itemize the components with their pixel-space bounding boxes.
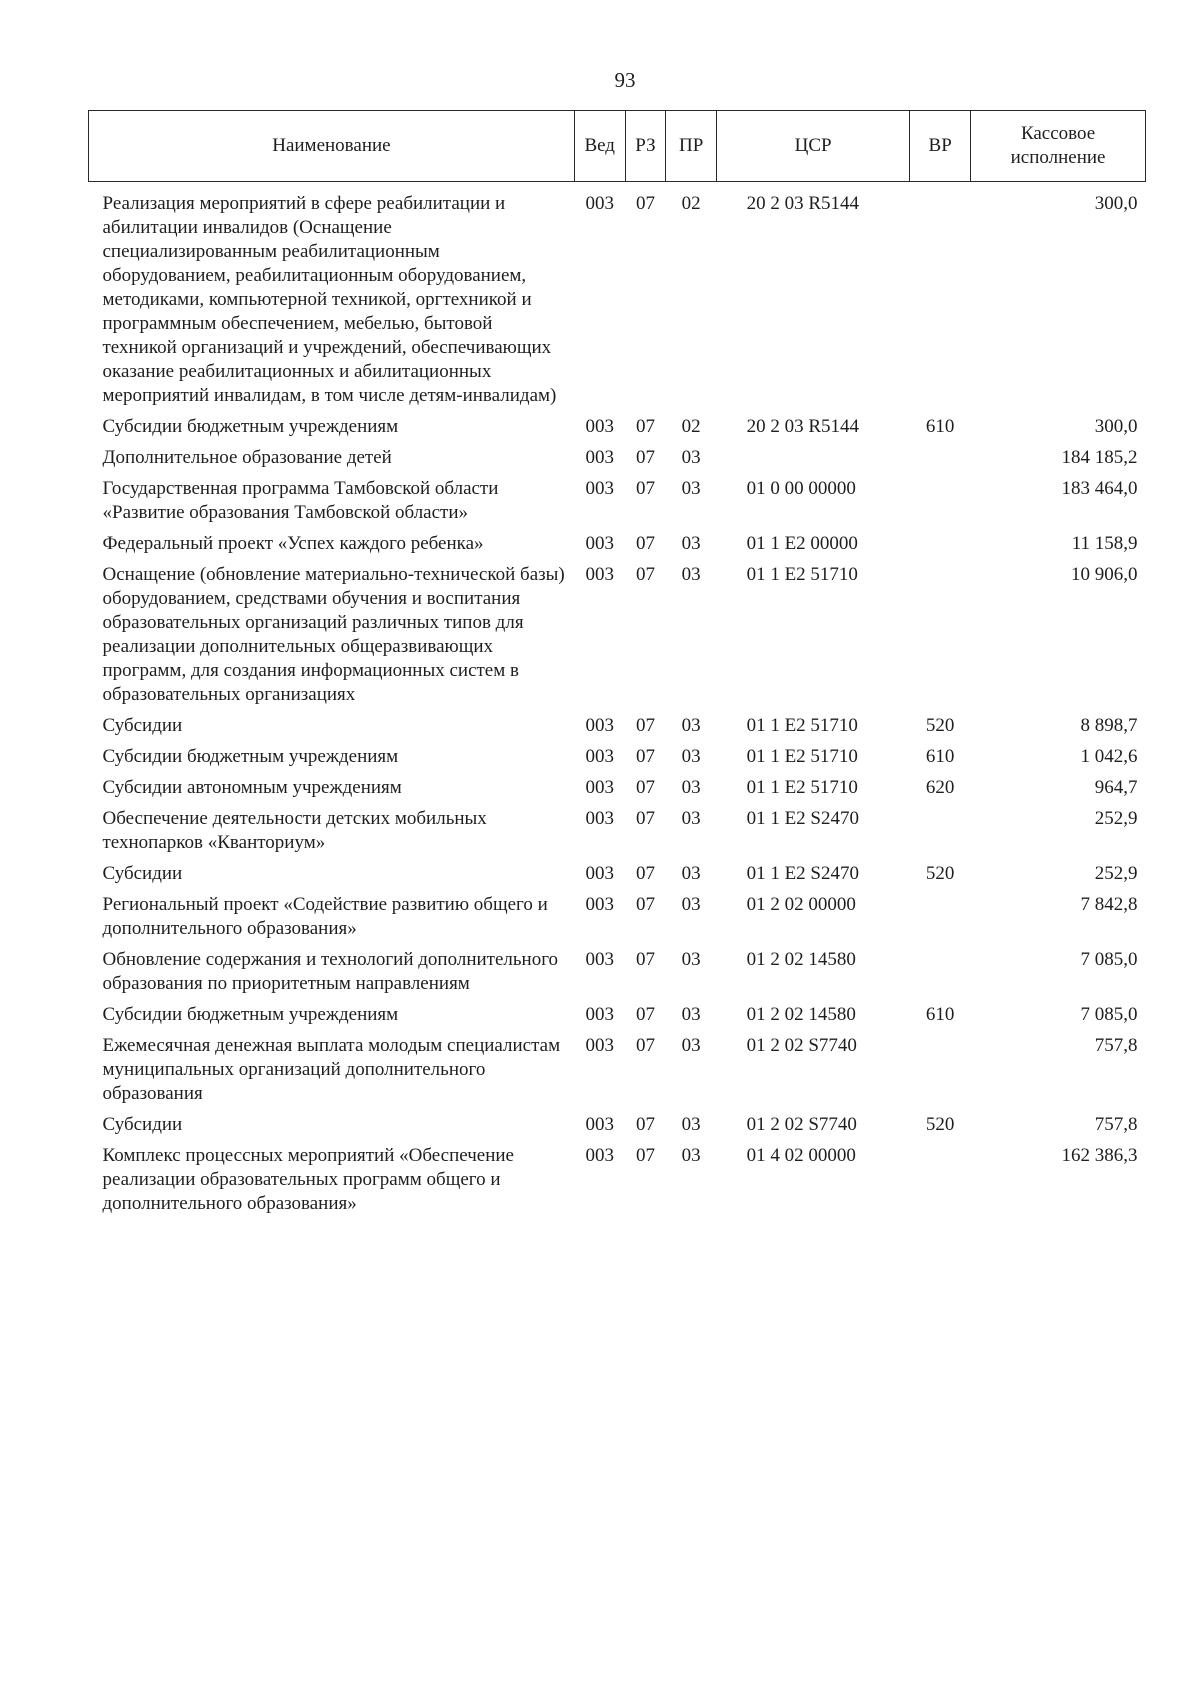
- cell-ved: 003: [585, 777, 614, 798]
- cell-vr: 620: [925, 777, 955, 798]
- cell-pr: 03: [681, 1145, 701, 1166]
- cell-name: Субсидии бюджетным учреждениям: [102, 416, 399, 437]
- header-vr: ВР: [910, 111, 971, 182]
- table-row: [89, 1030, 1146, 1109]
- table-row: [89, 944, 1146, 999]
- cell-rz: 07: [635, 715, 655, 736]
- header-sum-line1: Кассовое: [1020, 123, 1096, 144]
- cell-pr: 02: [681, 193, 701, 214]
- cell-name: Реализация мероприятий в сфере реабилитации и абилитации инвалидов (Оснащение специализированным реабилитационным оборудованием, реабилитационным оборудованием, методиками, компьютерной техникой, оргтехникой и программным обеспечением, мебелью, бытовой техникой организаций и учреждений, обеспечивающих оказание реабилитационных и абилитационных мероприятий инвалидам, в том числе детям-инвалидам): [102, 193, 557, 406]
- cell-rz: 07: [635, 894, 655, 915]
- cell-ved: 003: [585, 949, 614, 970]
- cell-vr: [910, 473, 971, 528]
- cell-pr: 03: [681, 564, 701, 585]
- cell-ved: 003: [585, 447, 614, 468]
- cell-ved: 003: [585, 894, 614, 915]
- cell-sum: 7 085,0: [1080, 949, 1138, 970]
- table-row: [89, 1140, 1146, 1219]
- table-row: [89, 1109, 1146, 1140]
- table-row: [89, 741, 1146, 772]
- cell-name: Субсидии бюджетным учреждениям: [102, 746, 399, 767]
- cell-rz: 07: [635, 416, 655, 437]
- table-row: [89, 473, 1146, 528]
- cell-sum: 300,0: [1094, 416, 1138, 437]
- cell-ved: 003: [585, 746, 614, 767]
- table-row: [89, 999, 1146, 1030]
- cell-ved: 003: [585, 863, 614, 884]
- table-row: [89, 858, 1146, 889]
- cell-vr: [910, 889, 971, 944]
- cell-csr: 20 2 03 R5144: [746, 193, 860, 214]
- cell-sum: 252,9: [1094, 808, 1138, 829]
- cell-vr: [910, 944, 971, 999]
- cell-rz: 07: [635, 777, 655, 798]
- table-row: [89, 710, 1146, 741]
- table-row: [89, 528, 1146, 559]
- cell-rz: 07: [635, 863, 655, 884]
- cell-vr: [910, 182, 971, 412]
- cell-name: Оснащение (обновление материально-технической базы) оборудованием, средствами обучения и воспитания образовательных организаций различных типов для реализации дополнительных общеразвивающих программ, для создания информационных систем в образовательных организациях: [102, 564, 565, 705]
- header-sum-line2: исполнение: [1010, 147, 1106, 168]
- cell-sum: 8 898,7: [1080, 715, 1138, 736]
- cell-sum: 162 386,3: [1061, 1145, 1138, 1166]
- cell-ved: 003: [585, 416, 614, 437]
- cell-csr: 01 1 E2 S2470: [746, 808, 860, 829]
- cell-ved: 003: [585, 193, 614, 214]
- cell-vr: 610: [925, 746, 955, 767]
- header-csr: ЦСР: [717, 111, 910, 182]
- cell-pr: 03: [681, 447, 701, 468]
- cell-sum: 10 906,0: [1071, 564, 1138, 585]
- table-row: [89, 559, 1146, 710]
- cell-sum: 757,8: [1094, 1114, 1138, 1135]
- table-row: [89, 803, 1146, 858]
- cell-ved: 003: [585, 1145, 614, 1166]
- cell-rz: 07: [635, 193, 655, 214]
- cell-rz: 07: [635, 808, 655, 829]
- cell-pr: 03: [681, 1035, 701, 1056]
- cell-name: Субсидии автономным учреждениям: [102, 777, 402, 798]
- cell-name: Субсидии: [102, 863, 183, 884]
- cell-pr: 03: [681, 808, 701, 829]
- cell-csr: 01 4 02 00000: [746, 1145, 856, 1166]
- cell-name: Ежемесячная денежная выплата молодым специалистам муниципальных организаций дополнительного образования: [102, 1035, 561, 1104]
- cell-pr: 03: [681, 777, 701, 798]
- cell-vr: [910, 803, 971, 858]
- cell-ved: 003: [585, 478, 614, 499]
- cell-name: Обеспечение деятельности детских мобильных технопарков «Кванториум»: [102, 808, 487, 853]
- table-row: [89, 772, 1146, 803]
- table-row: [89, 182, 1146, 412]
- header-sum: [971, 111, 1146, 182]
- cell-pr: 03: [681, 949, 701, 970]
- cell-vr: 610: [925, 1004, 955, 1025]
- table-row: [89, 442, 1146, 473]
- cell-csr: 01 2 02 14580: [746, 1004, 856, 1025]
- table-row: [89, 889, 1146, 944]
- cell-name: Комплекс процессных мероприятий «Обеспечение реализации образовательных программ общего и дополнительного образования»: [102, 1145, 514, 1214]
- cell-vr: [910, 528, 971, 559]
- cell-csr: 01 1 E2 S2470: [746, 863, 860, 884]
- cell-vr: 520: [925, 1114, 955, 1135]
- cell-sum: 184 185,2: [1061, 447, 1138, 468]
- cell-rz: 07: [635, 1114, 655, 1135]
- cell-csr: 01 1 E2 51710: [746, 564, 858, 585]
- header-pr: ПР: [666, 111, 717, 182]
- cell-rz: 07: [635, 564, 655, 585]
- cell-sum: 757,8: [1094, 1035, 1138, 1056]
- cell-sum: 1 042,6: [1080, 746, 1138, 767]
- cell-rz: 07: [635, 949, 655, 970]
- header-rz: РЗ: [625, 111, 666, 182]
- cell-pr: 03: [681, 1004, 701, 1025]
- cell-vr: 610: [925, 416, 955, 437]
- table-header-row: [89, 111, 1146, 182]
- page-number: 93: [614, 68, 636, 92]
- cell-name: Дополнительное образование детей: [102, 447, 392, 468]
- cell-csr: 01 1 E2 51710: [746, 715, 858, 736]
- cell-pr: 03: [681, 533, 701, 554]
- cell-vr: [910, 559, 971, 710]
- cell-sum: 7 085,0: [1080, 1004, 1138, 1025]
- cell-csr: 01 1 E2 00000: [746, 533, 858, 554]
- cell-ved: 003: [585, 1004, 614, 1025]
- cell-pr: 03: [681, 863, 701, 884]
- cell-sum: 7 842,8: [1080, 894, 1138, 915]
- cell-rz: 07: [635, 746, 655, 767]
- cell-name: Федеральный проект «Успех каждого ребенка»: [102, 533, 484, 554]
- cell-rz: 07: [635, 1035, 655, 1056]
- cell-csr: 01 0 00 00000: [746, 478, 856, 499]
- cell-ved: 003: [585, 715, 614, 736]
- cell-csr: 01 2 02 S7740: [746, 1114, 857, 1135]
- cell-csr: 01 2 02 S7740: [746, 1035, 857, 1056]
- header-name: Наименование: [89, 111, 575, 182]
- cell-pr: 03: [681, 1114, 701, 1135]
- table-row: [89, 411, 1146, 442]
- cell-ved: 003: [585, 1035, 614, 1056]
- cell-ved: 003: [585, 808, 614, 829]
- cell-sum: 964,7: [1094, 777, 1138, 798]
- cell-sum: 252,9: [1094, 863, 1138, 884]
- cell-name: Субсидии: [102, 1114, 183, 1135]
- cell-name: Региональный проект «Содействие развитию общего и дополнительного образования»: [102, 894, 548, 939]
- cell-pr: 03: [681, 894, 701, 915]
- cell-csr: 01 1 E2 51710: [746, 777, 858, 798]
- cell-name: Обновление содержания и технологий дополнительного образования по приоритетным направлениям: [102, 949, 559, 994]
- cell-sum: 11 158,9: [1071, 533, 1138, 554]
- cell-vr: [910, 442, 971, 473]
- cell-name: Государственная программа Тамбовской области «Развитие образования Тамбовской области»: [102, 478, 499, 523]
- cell-name: Субсидии: [102, 715, 183, 736]
- cell-vr: 520: [925, 863, 955, 884]
- cell-csr: 01 1 E2 51710: [746, 746, 858, 767]
- cell-rz: 07: [635, 1004, 655, 1025]
- cell-ved: 003: [585, 1114, 614, 1135]
- budget-table: [88, 110, 1146, 1219]
- cell-sum: 183 464,0: [1061, 478, 1138, 499]
- header-ved: Вед: [574, 111, 625, 182]
- cell-pr: 03: [681, 715, 701, 736]
- cell-rz: 07: [635, 478, 655, 499]
- cell-rz: 07: [635, 533, 655, 554]
- cell-ved: 003: [585, 564, 614, 585]
- cell-csr: [717, 442, 910, 473]
- cell-csr: 01 2 02 14580: [746, 949, 856, 970]
- table-body: [89, 182, 1146, 1220]
- cell-rz: 07: [635, 447, 655, 468]
- cell-sum: 300,0: [1094, 193, 1138, 214]
- cell-csr: 20 2 03 R5144: [746, 416, 860, 437]
- cell-rz: 07: [635, 1145, 655, 1166]
- cell-vr: 520: [925, 715, 955, 736]
- cell-pr: 02: [681, 416, 701, 437]
- cell-vr: [910, 1030, 971, 1109]
- cell-vr: [910, 1140, 971, 1219]
- cell-pr: 03: [681, 746, 701, 767]
- cell-ved: 003: [585, 533, 614, 554]
- cell-name: Субсидии бюджетным учреждениям: [102, 1004, 399, 1025]
- cell-csr: 01 2 02 00000: [746, 894, 856, 915]
- cell-pr: 03: [681, 478, 701, 499]
